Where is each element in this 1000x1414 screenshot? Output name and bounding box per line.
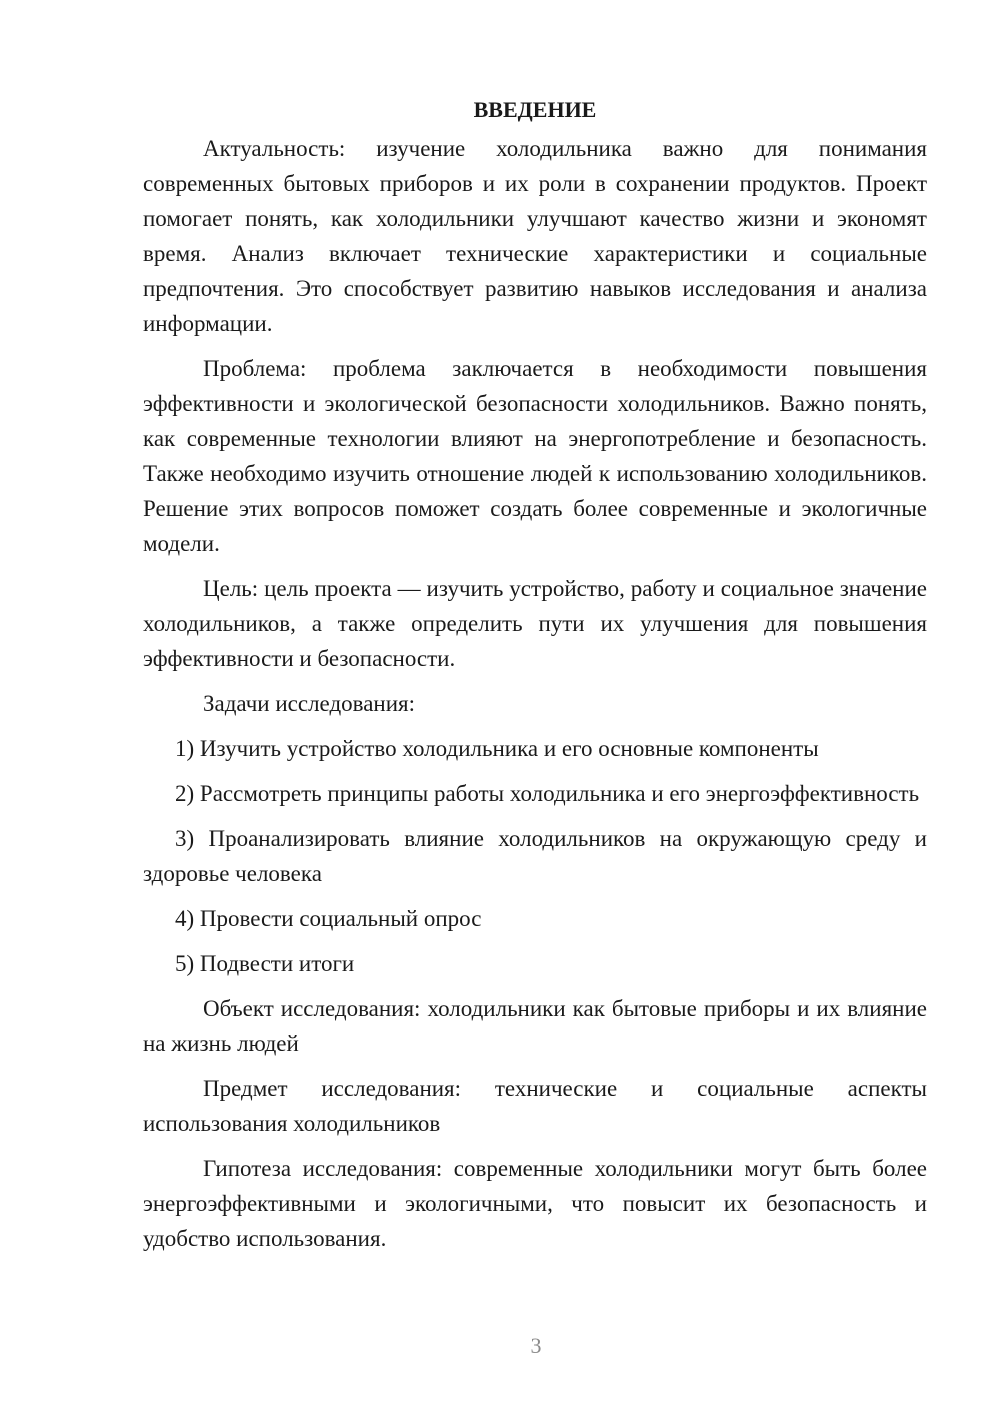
- task-item: 1) Изучить устройство холодильника и его основные компоненты: [175, 736, 819, 761]
- page-number: 3: [530, 1333, 542, 1358]
- task-item: 4) Провести социальный опрос: [175, 906, 482, 931]
- goal-paragraph: Цель: цель проекта — изучить устройство, работу и социальное значение холодильников, а также определить пути их улучшения для повышения эффективности и безопасности.: [143, 576, 927, 671]
- tasks-heading: Задачи исследования:: [203, 691, 416, 716]
- problem-paragraph: Проблема: проблема заключается в необходимости повышения эффективности и экологической безопасности холодильников. Важно понять, как современные технологии влияют на энергопотребление и безопасность. Также необходимо изучить отношение людей к использованию холодильников. Решение этих вопросов поможет создать более современные и экологичные модели.: [143, 356, 927, 556]
- task-item: 3) Проанализировать влияние холодильников на окружающую среду и здоровье человека: [143, 826, 927, 886]
- object-paragraph: Объект исследования: холодильники как бытовые приборы и их влияние на жизнь людей: [143, 996, 927, 1056]
- relevance-paragraph: Актуальность: изучение холодильника важно для понимания современных бытовых приборов и их роли в сохранении продуктов. Проект помогает понять, как холодильники улучшают качество жизни и экономят время. Анализ включает технические характеристики и социальные предпочтения. Это способствует развитию навыков исследования и анализа информации.: [143, 136, 927, 336]
- subject-paragraph: Предмет исследования: технические и социальные аспекты использования холодильников: [143, 1076, 927, 1136]
- section-heading: ВВЕДЕНИЕ: [473, 97, 597, 122]
- hypothesis-paragraph: Гипотеза исследования: современные холодильники могут быть более энергоэффективными и экологичными, что повысит их безопасность и удобство использования.: [143, 1156, 927, 1251]
- task-item: 5) Подвести итоги: [175, 951, 355, 976]
- task-item: 2) Рассмотреть принципы работы холодильника и его энергоэффективность: [175, 781, 920, 806]
- document-page: [143, 92, 927, 1266]
